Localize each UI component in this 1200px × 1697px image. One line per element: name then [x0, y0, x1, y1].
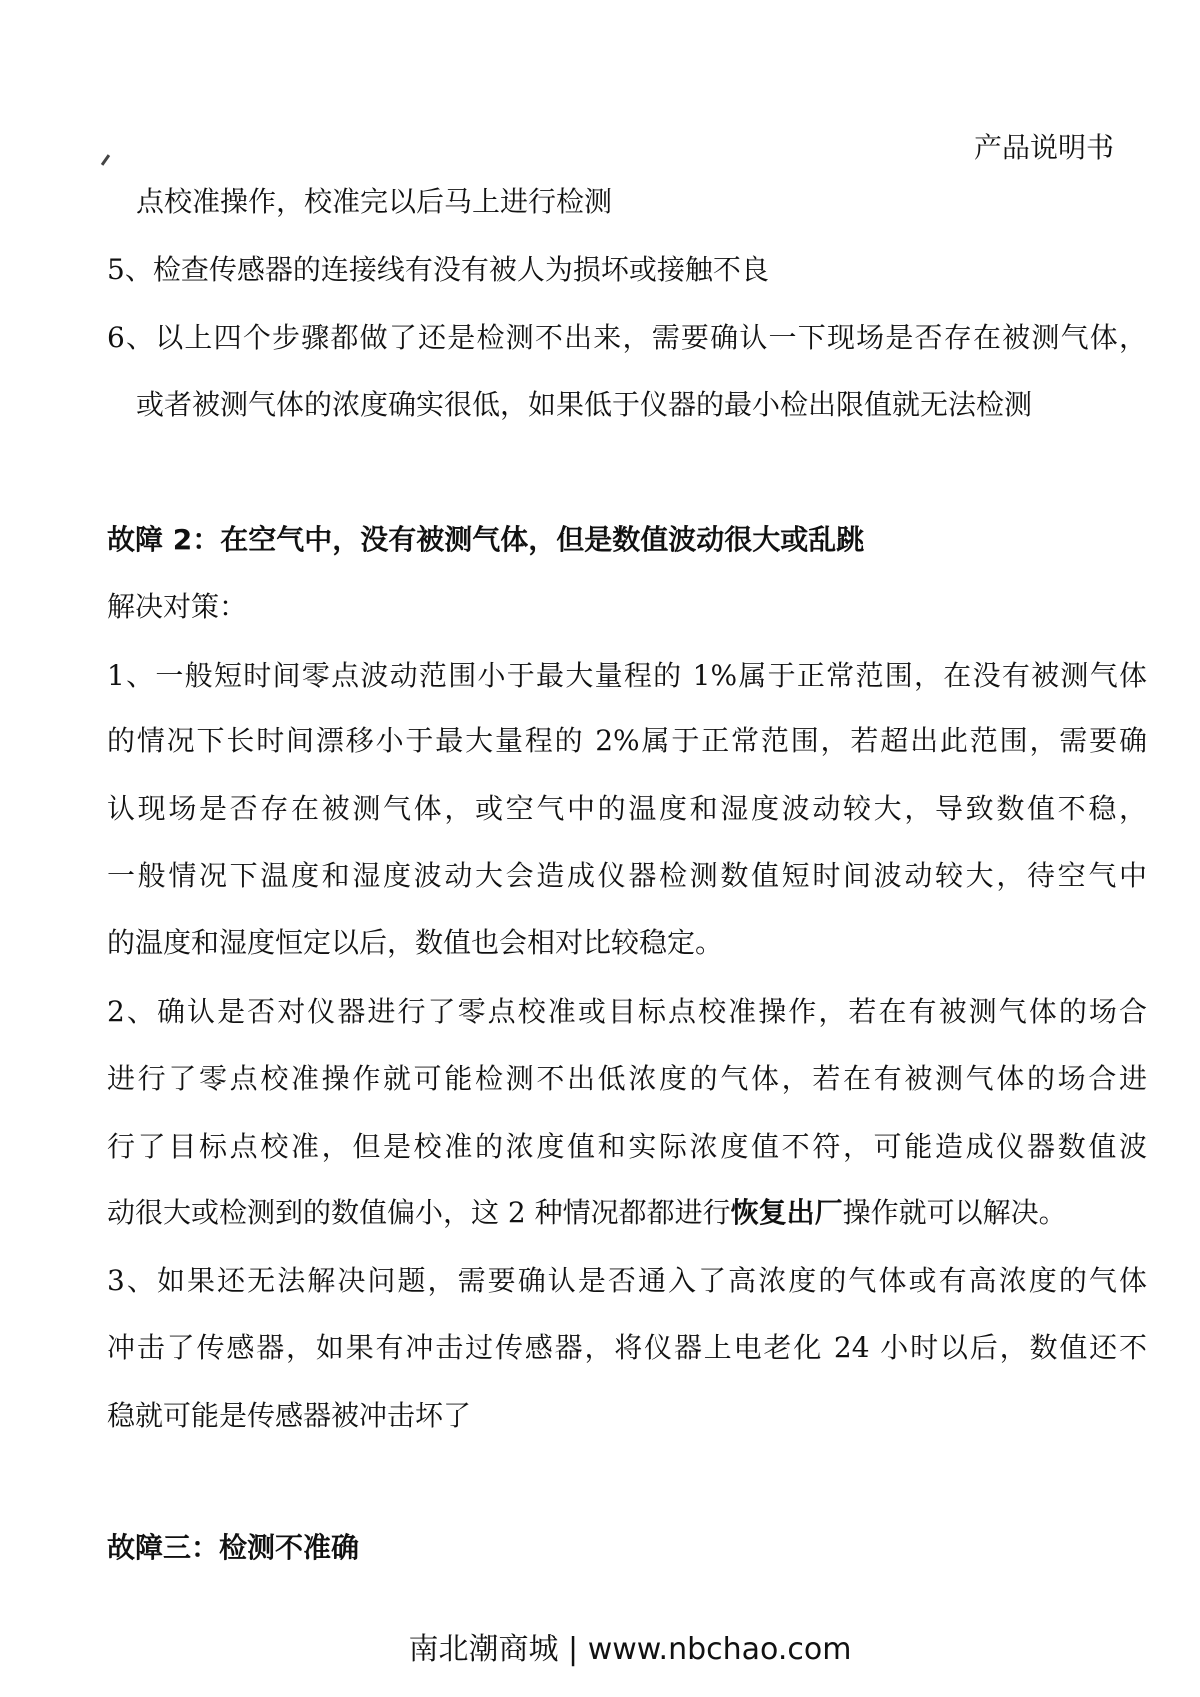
pencil-mark-icon [101, 154, 110, 166]
list-item: 5、检查传感器的连接线有没有被人为损坏或接触不良 [107, 253, 769, 286]
paragraph-line: 一般情况下温度和湿度波动大会造成仪器检测数值短时间波动较大，待空气中 [107, 859, 1147, 892]
section-heading: 故障 2：在空气中，没有被测气体，但是数值波动很大或乱跳 [107, 523, 865, 556]
list-item: 6、以上四个步骤都做了还是检测不出来，需要确认一下现场是否存在被测气体， [107, 321, 1147, 354]
solution-label: 解决对策： [107, 590, 248, 623]
paragraph-line: 的温度和湿度恒定以后，数值也会相对比较稳定。 [107, 926, 724, 959]
paragraph-line: 行了目标点校准，但是校准的浓度值和实际浓度值不符，可能造成仪器数值波 [107, 1130, 1147, 1163]
document-header-title: 产品说明书 [973, 131, 1114, 164]
paragraph-line: 进行了零点校准操作就可能检测不出低浓度的气体，若在有被测气体的场合进 [107, 1062, 1147, 1095]
text-line: 点校准操作，校准完以后马上进行检测 [136, 185, 613, 218]
paragraph-line: 2、确认是否对仪器进行了零点校准或目标点校准操作，若在有被测气体的场合 [107, 995, 1147, 1028]
paragraph-line: 的情况下长时间漂移小于最大量程的 2%属于正常范围，若超出此范围，需要确 [107, 724, 1147, 757]
paragraph-line: 稳就可能是传感器被冲击坏了 [107, 1399, 472, 1432]
text-line: 或者被测气体的浓度确实很低，如果低于仪器的最小检出限值就无法检测 [136, 388, 1033, 421]
paragraph-line: 认现场是否存在被测气体，或空气中的温度和湿度波动较大，导致数值不稳， [107, 792, 1147, 825]
paragraph-line: 冲击了传感器，如果有冲击过传感器，将仪器上电老化 24 小时以后，数值还不 [107, 1331, 1147, 1364]
footer-watermark: 南北潮商城 | www.nbchao.com [408, 1632, 852, 1667]
paragraph-line: 1、一般短时间零点波动范围小于最大量程的 1%属于正常范围，在没有被测气体 [107, 659, 1147, 692]
text-segment: 操作就可以解决。 [842, 1196, 1067, 1229]
section-heading: 故障三：检测不准确 [107, 1531, 360, 1564]
emphasis-text: 恢复出厂 [730, 1196, 843, 1229]
paragraph-line [107, 1196, 1067, 1230]
paragraph-line: 3、如果还无法解决问题，需要确认是否通入了高浓度的气体或有高浓度的气体 [107, 1264, 1147, 1297]
text-segment: 动很大或检测到的数值偏小，这 2 种情况都都进行 [107, 1196, 731, 1229]
